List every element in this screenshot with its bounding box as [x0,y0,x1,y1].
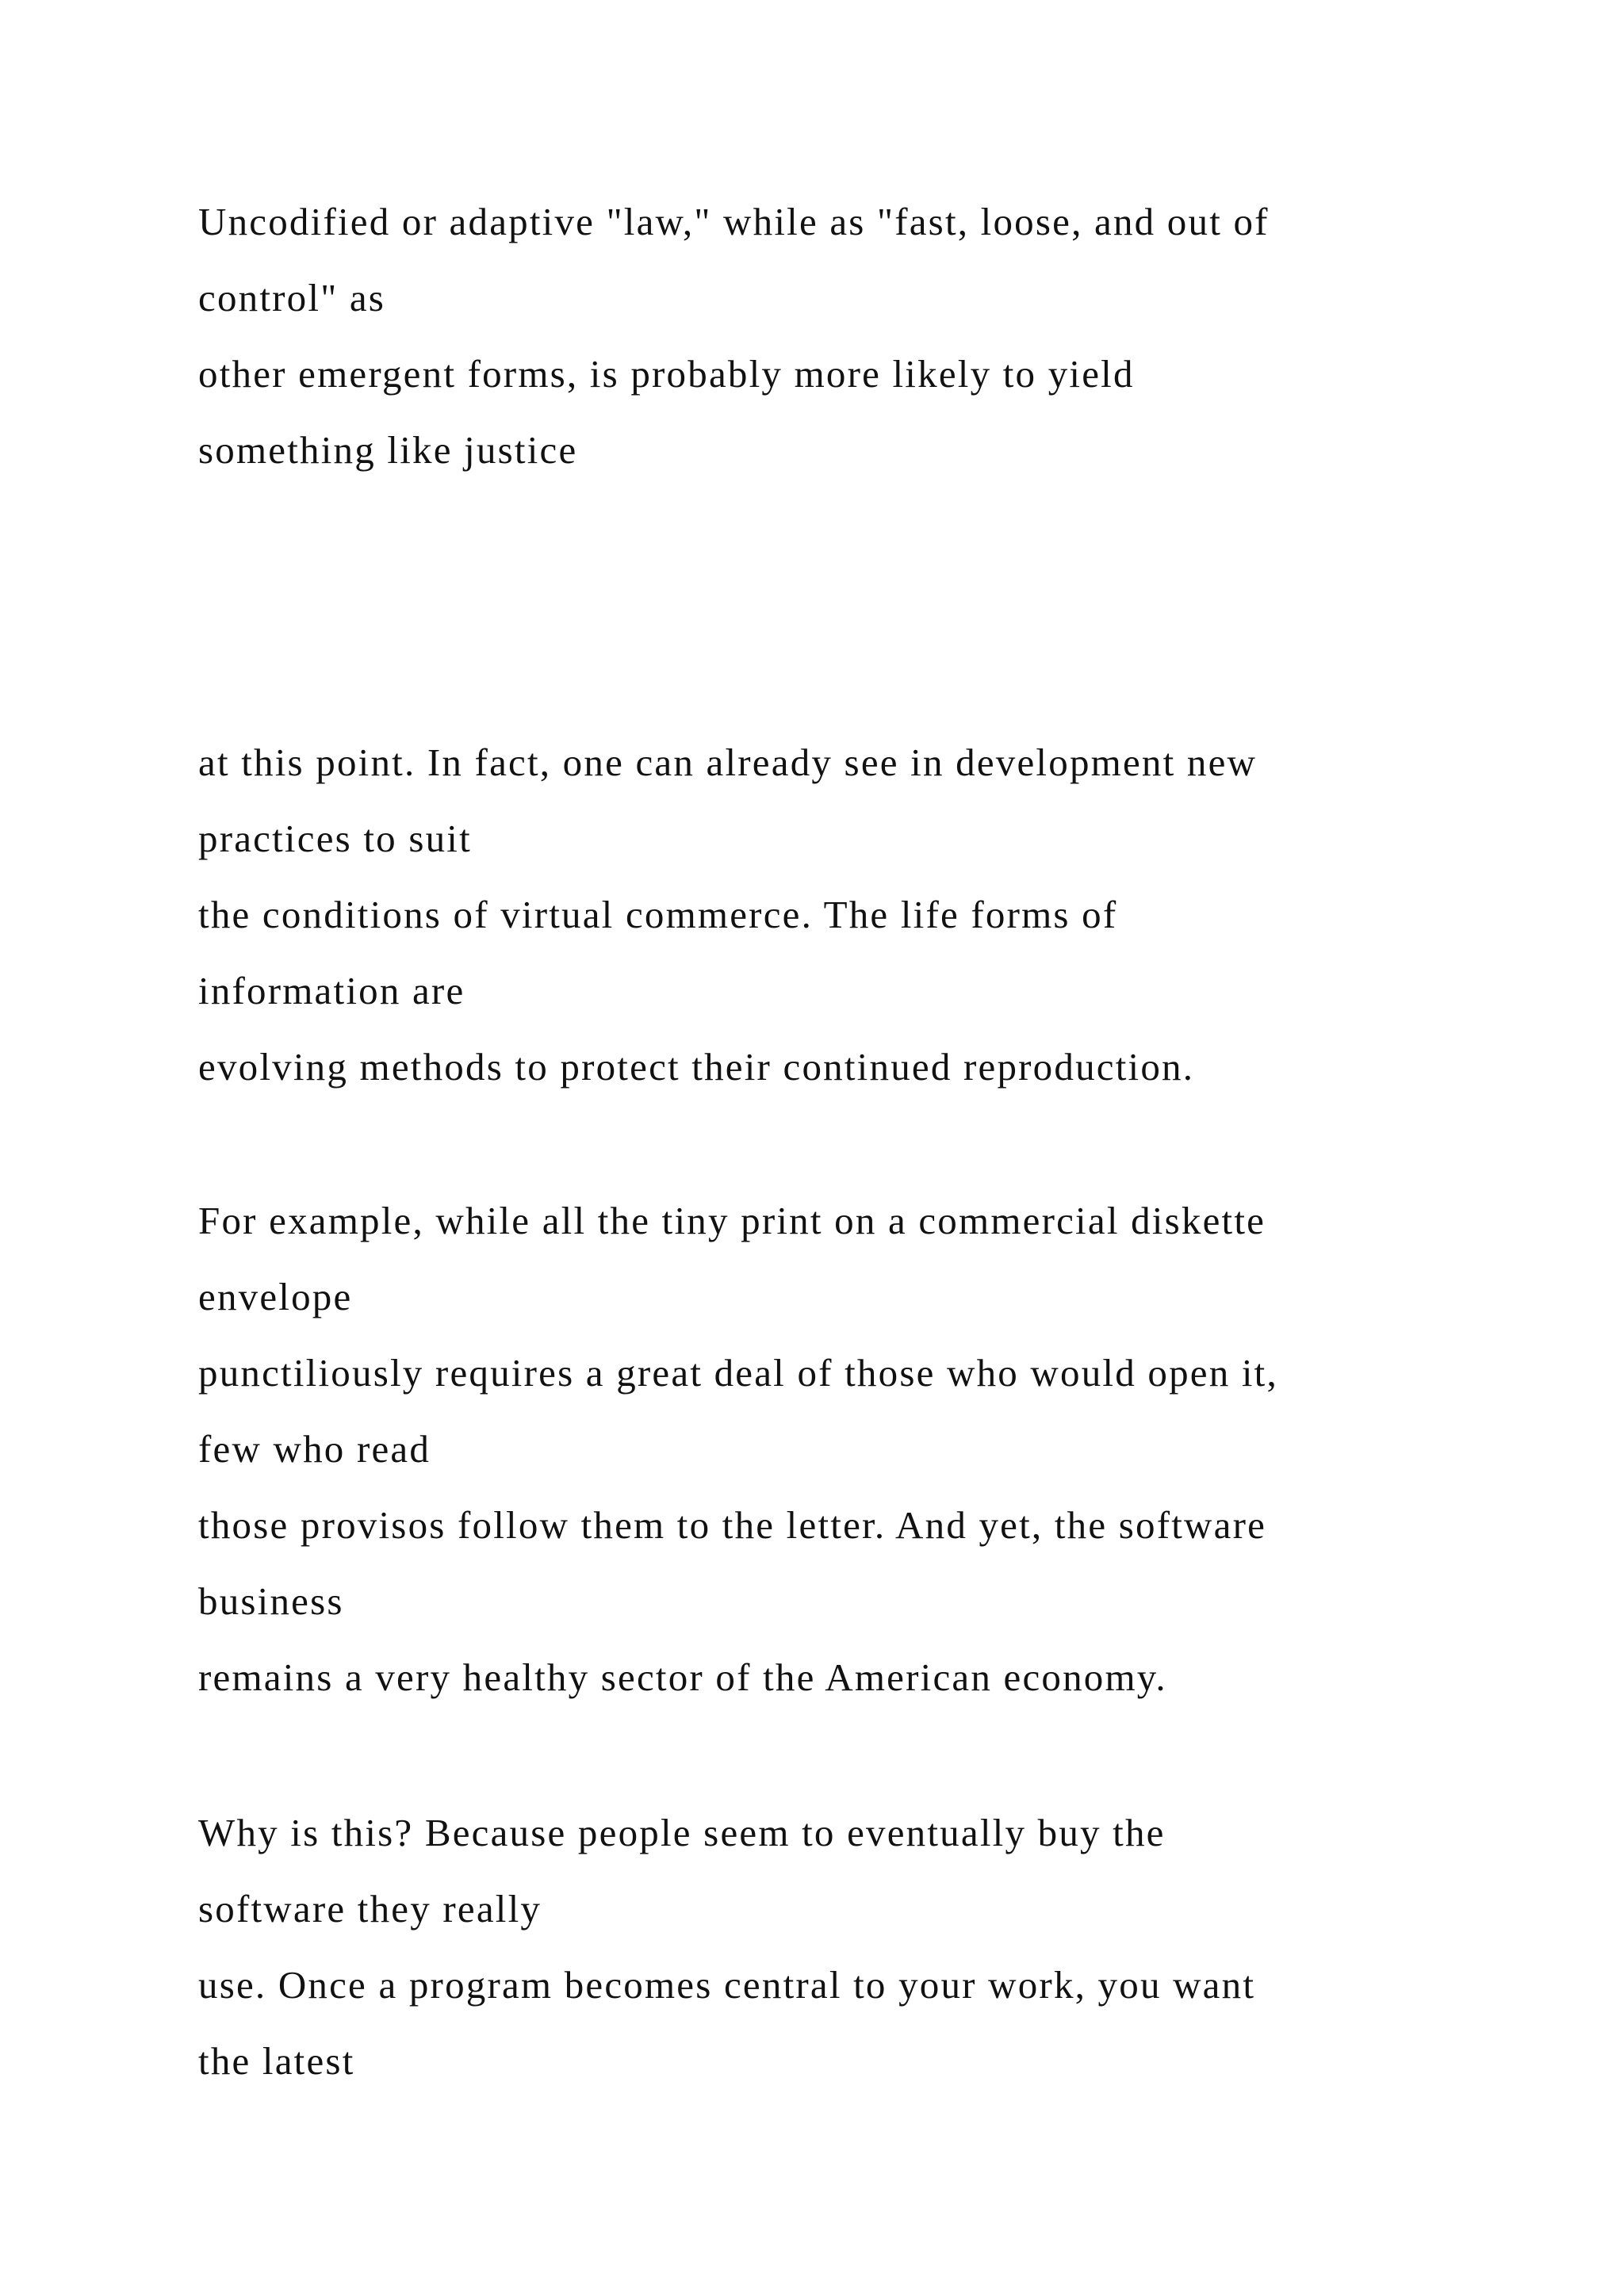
text-line: few who read [198,1427,431,1471]
text-line: Why is this? Because people seem to eventually buy the [198,1811,1166,1854]
text-line: evolving methods to protect their continued reproduction. [198,1045,1195,1089]
text-line: punctiliously requires a great deal of those who would open it, [198,1351,1278,1395]
text-line: envelope [198,1275,353,1318]
text-line: practices to suit [198,817,472,860]
text-line: business [198,1579,344,1623]
text-line: information are [198,969,465,1012]
text-line: software they really [198,1887,542,1931]
text-line: something like justice [198,428,578,472]
text-line: those provisos follow them to the letter. And yet, the software [198,1503,1267,1547]
text-line: remains a very healthy sector of the American economy. [198,1655,1167,1699]
text-line: control" as [198,276,386,320]
text-line: other emergent forms, is probably more likely to yield [198,352,1135,396]
text-line: the latest [198,2039,355,2083]
text-line: use. Once a program becomes central to your work, you want [198,1963,1256,2007]
text-line: Uncodified or adaptive "law," while as "fast, loose, and out of [198,200,1270,243]
text-line: at this point. In fact, one can already see in development new [198,740,1258,784]
text-line: For example, while all the tiny print on a commercial diskette [198,1199,1266,1242]
text-line: the conditions of virtual commerce. The life forms of [198,893,1118,936]
